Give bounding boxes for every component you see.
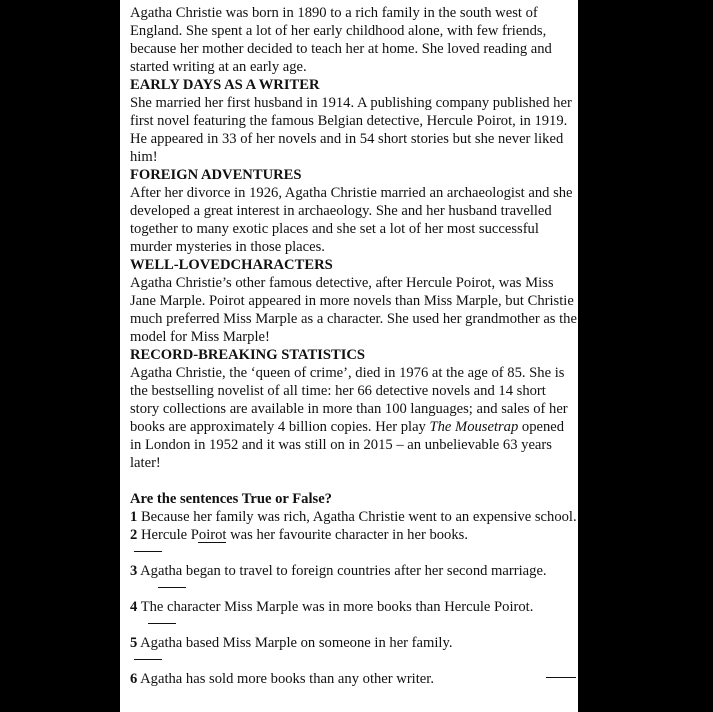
answer-blank[interactable] xyxy=(158,586,186,588)
text-before: Agatha Christie, the ‘queen of crime’, died in 1976 at the age of 85. She is the bestselling novelist of all time: her 66 detective novels and 14 short story collections are available in more than 100 languages; and sales of her books are approximately 4 billion copies. Her play xyxy=(130,365,568,435)
intro-paragraph: Agatha Christie was born in 1890 to a rich family in the south west of England. She spent a lot of her early childhood alone, with few friends, because her mother decided to teach her at home. She loved reading and started writing at an early age. xyxy=(130,5,552,75)
section-early-days xyxy=(130,76,578,166)
question-text: Agatha began to travel to foreign countries after her second marriage. xyxy=(140,563,547,579)
question-number: 3 xyxy=(130,563,138,579)
question-text: Agatha has sold more books than any other writer. xyxy=(140,671,434,687)
section-text: She married her first husband in 1914. A publishing company published her first novel featuring the famous Belgian detective, Hercule Poirot, in 1919. He appeared in 33 of her novels and in 54 short stories but she never liked him! xyxy=(130,95,572,165)
question-text: Because her family was rich, Agatha Christie went to an expensive school. xyxy=(140,509,577,525)
section-heading: FOREIGN ADVENTURES xyxy=(130,167,302,183)
question-text: Agatha based Miss Marple on someone in her family. xyxy=(140,635,453,651)
section-foreign-adventures xyxy=(130,166,578,256)
question-number: 6 xyxy=(130,671,138,687)
answer-blank[interactable] xyxy=(134,550,162,552)
section-heading: EARLY DAYS AS A WRITER xyxy=(130,77,320,93)
quiz-question-6 xyxy=(130,670,578,688)
question-number: 4 xyxy=(130,599,138,615)
quiz-question-4 xyxy=(130,598,578,616)
section-text: Agatha Christie’s other famous detective, after Hercule Poirot, was Miss Jane Marple. Poirot appeared in more novels than Miss Marple, but Christie much preferred Miss Marple as a character. She used her grandmother as the model for Miss Marple! xyxy=(130,275,577,345)
text-after: opened in London in 1952 and it was still on in 2015 – an unbelievable 63 years later! xyxy=(130,419,565,471)
document-page xyxy=(120,0,578,712)
quiz-title: Are the sentences True or False? xyxy=(130,491,332,507)
question-number: 5 xyxy=(130,635,138,651)
section-heading: WELL-LOVEDCHARACTERS xyxy=(130,257,333,273)
section-well-loved-characters xyxy=(130,256,578,346)
question-text: Hercule Poirot was her favourite character in her books. xyxy=(140,527,468,543)
question-number: 2 xyxy=(130,527,138,543)
section-record-breaking xyxy=(130,346,578,472)
question-text: The character Miss Marple was in more books than Hercule Poirot. xyxy=(140,599,534,615)
section-text: After her divorce in 1926, Agatha Christie married an archaeologist and she developed a great interest in archaeology. She and her husband travelled together to many exotic places and she set a lot of her most successful murder mysteries in those places. xyxy=(130,185,573,255)
section-heading: RECORD-BREAKING STATISTICS xyxy=(130,347,366,363)
question-number: 1 xyxy=(130,509,138,525)
section-text xyxy=(130,364,578,472)
answer-blank[interactable] xyxy=(546,676,576,678)
answer-blank[interactable] xyxy=(148,622,176,624)
quiz-question-3 xyxy=(130,562,578,580)
quiz-question-2 xyxy=(130,526,578,544)
quiz-question-5 xyxy=(130,634,578,652)
quiz-question-1 xyxy=(130,508,578,526)
answer-blank[interactable] xyxy=(134,658,162,660)
play-title: The Mousetrap xyxy=(429,419,519,435)
